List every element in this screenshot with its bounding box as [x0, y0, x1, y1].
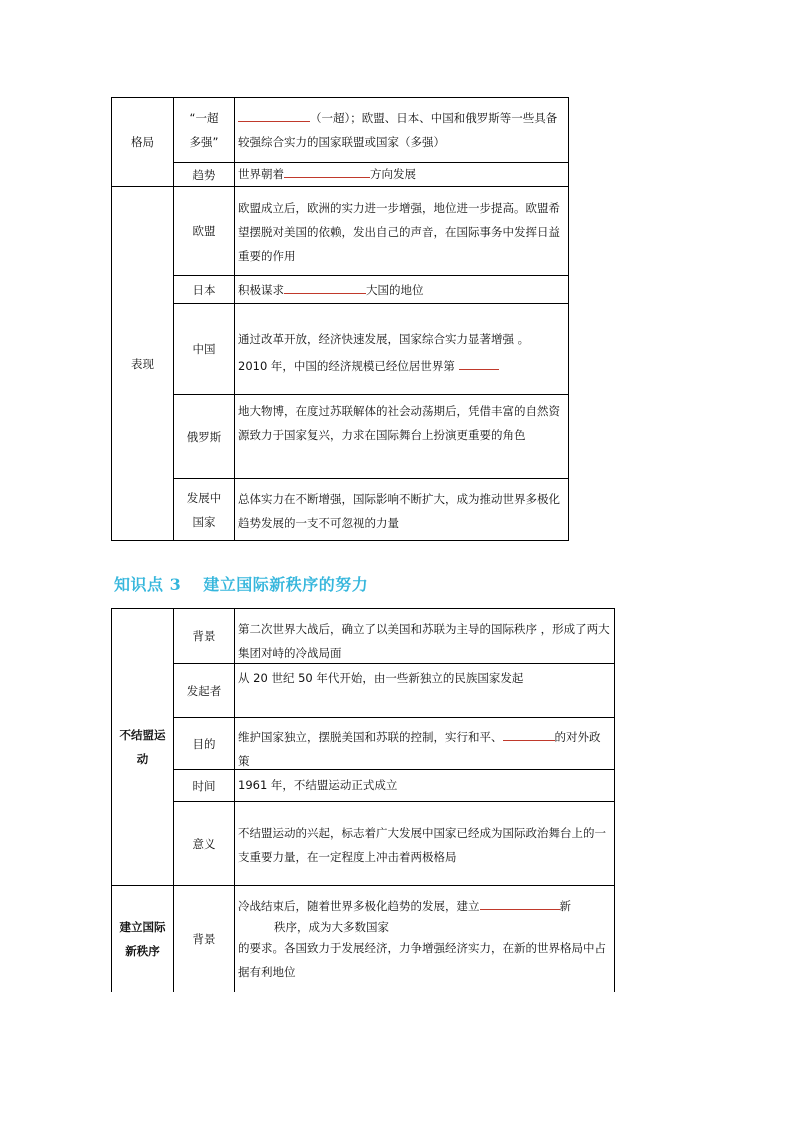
fill-blank[interactable]	[284, 165, 370, 178]
cell-nam-initiator: 从 20 世纪 50 年代开始，由一些新独立的民族国家发起	[238, 671, 524, 685]
section-heading	[114, 572, 368, 595]
fill-blank[interactable]	[480, 897, 560, 910]
row-label-performance: 表现	[131, 356, 154, 371]
sub-label-purpose: 目的	[192, 736, 216, 751]
cell-nam-time: 1961 年，不结盟运动正式成立	[238, 778, 398, 792]
sub-label-significance: 意义	[192, 836, 216, 851]
sub-label-new-order-background: 背景	[192, 932, 216, 946]
row-label-pattern: 格局	[131, 135, 154, 149]
sub-label-russia: 俄罗斯	[186, 429, 222, 444]
sub-label-background: 背景	[192, 629, 216, 643]
fill-blank[interactable]	[284, 281, 366, 294]
cell-new-order-background: 冷战结束后，随着世界多极化趋势的发展，建立 新 秩序，成为大多数国家 的要求。各国致力于发展经济，力争增强经济实力，在新的世界格局中占据有利地位	[238, 899, 606, 979]
cell-china-desc: 通过改革开放，经济快速发展，国家综合实力显著增强 。 2010 年，中国的经济规模已经位居世界第	[238, 332, 530, 373]
fill-blank[interactable]	[459, 357, 499, 370]
sub-label-initiator: 发起者	[186, 683, 222, 698]
section-number: 知识点 3	[114, 575, 182, 594]
sub-label-japan: 日本	[192, 282, 216, 297]
cell-eu-desc: 欧盟成立后，欧洲的实力进一步增强，地位进一步提高。欧盟希望摆脱对美国的依赖，发出自己的声音，在国际事务中发挥日益重要的作用	[238, 201, 560, 263]
cell-russia-desc: 地大物博，在度过苏联解体的社会动荡期后，凭借丰富的自然资源致力于国家复兴，力求在国际舞台上扮演更重要的角色	[238, 404, 560, 442]
sub-label-eu: 欧盟	[192, 224, 216, 238]
cell-nam-purpose: 维护国家独立，摆脱美国和苏联的控制，实行和平、 的对外政策	[238, 730, 601, 768]
row-label-new-order: 建立国际新秩序	[119, 920, 166, 958]
cell-nam-background: 第二次世界大战后，确立了以美国和苏联为主导的国际秩序 ，形成了两大集团对峙的冷战局面	[238, 622, 610, 660]
cell-unipolar-desc: （一超）；欧盟、日本、中国和俄罗斯等一些具备较强综合实力的国家联盟或国家（多强）	[238, 111, 558, 149]
sub-label-trend: 趋势	[192, 167, 216, 182]
sub-label-china: 中国	[192, 342, 216, 356]
section-title: 建立国际新秩序的努力	[203, 575, 369, 594]
cell-trend-desc: 世界朝着 方向发展	[238, 167, 416, 181]
sub-label-unipolar: “一超多强”	[189, 111, 219, 149]
cell-developing-desc: 总体实力在不断增强，国际影响不断扩大，成为推动世界多极化趋势发展的一支不可忽视的力量	[238, 492, 560, 530]
fill-blank[interactable]	[503, 728, 555, 741]
fill-blank[interactable]	[238, 109, 310, 122]
cell-nam-significance: 不结盟运动的兴起，标志着广大发展中国家已经成为国际政治舞台上的一支重要力量，在一定程度上冲击着两极格局	[238, 826, 606, 864]
cell-japan-desc: 积极谋求 大国的地位	[238, 283, 424, 297]
sub-label-developing: 发展中国家	[186, 490, 222, 529]
row-label-non-aligned: 不结盟运动	[119, 728, 166, 766]
sub-label-time: 时间	[192, 778, 216, 793]
